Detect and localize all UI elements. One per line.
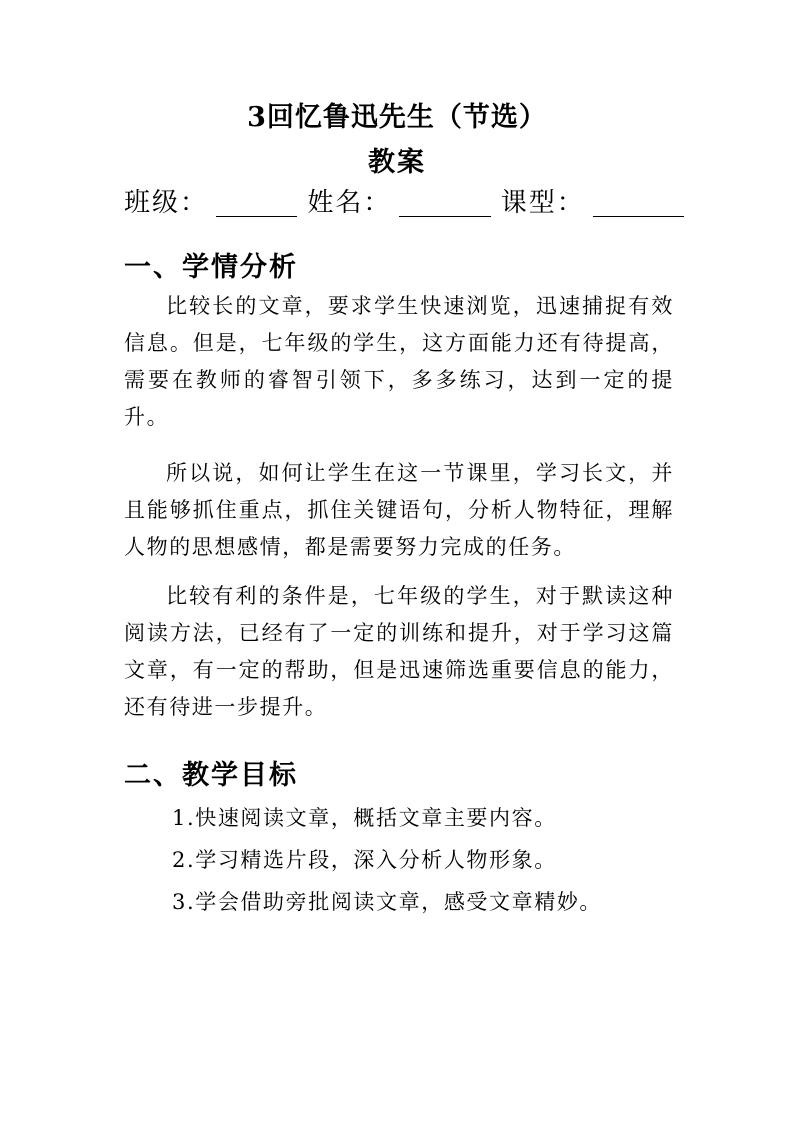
section-heading-teaching-goals: 二、教学目标	[124, 760, 298, 791]
analysis-paragraph: 比较长的文章，要求学生快速浏览，迅速捕捉有效信息。但是，七年级的学生，这方面能力还有待提高，需要在教师的睿智引领下，多多练习，达到一定的提升。	[124, 294, 674, 429]
analysis-paragraph: 所以说，如何让学生在这一节课里，学习长文，并且能够抓住重点，抓住关键语句，分析人物特征，理解人物的思想感情，都是需要努力完成的任务。	[124, 461, 674, 559]
goal-item: 3.学会借助旁批阅读文章，感受文章精妙。	[172, 890, 603, 914]
name-label: 姓名：	[307, 188, 392, 218]
document-title: 3回忆鲁迅先生（节选）	[247, 102, 547, 133]
lesson-type-label: 课型：	[500, 188, 585, 218]
class-blank-line	[216, 188, 297, 217]
class-label: 班级：	[124, 188, 209, 218]
section-heading-student-analysis: 一、学情分析	[124, 252, 298, 283]
document-subtitle: 教案	[368, 147, 426, 178]
lesson-type-blank-line	[593, 188, 684, 217]
analysis-paragraph: 比较有利的条件是，七年级的学生，对于默读这种阅读方法，已经有了一定的训练和提升，对于学习这篇文章，有一定的帮助，但是迅速筛选重要信息的能力，还有待进一步提升。	[124, 584, 674, 719]
name-blank-line	[399, 188, 490, 217]
goal-item: 1.快速阅读文章，概括文章主要内容。	[172, 806, 557, 830]
goal-item: 2.学习精选片段，深入分析人物形象。	[172, 848, 557, 872]
student-info-row	[124, 184, 684, 220]
